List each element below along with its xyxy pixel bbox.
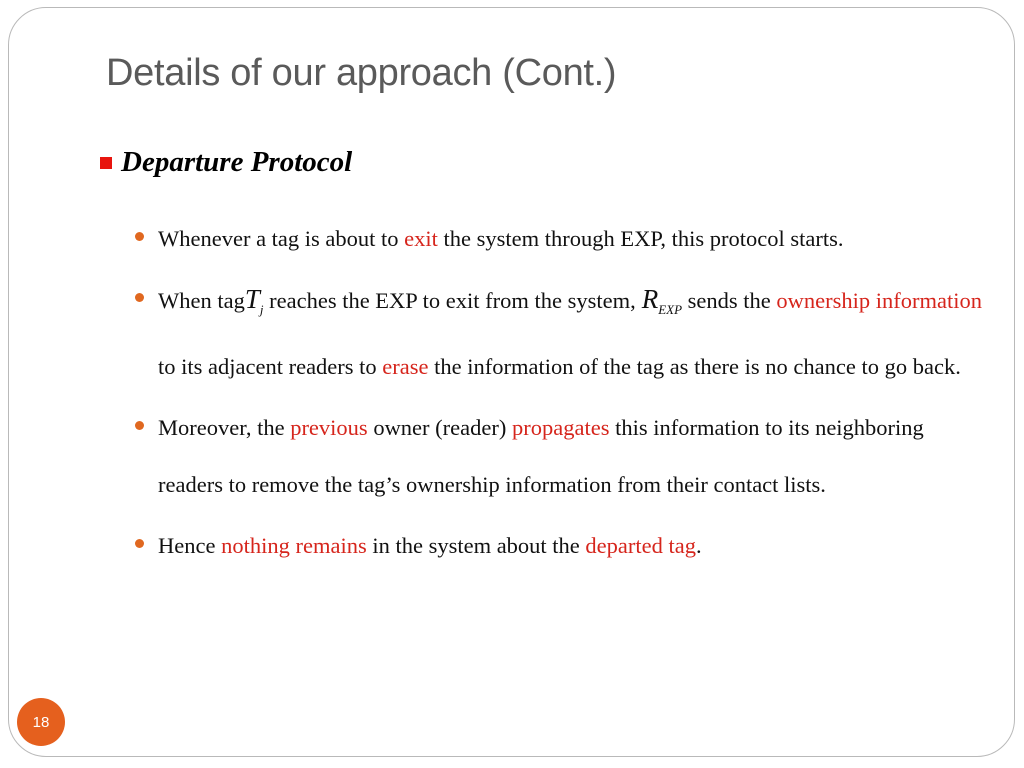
bullet-dot-icon: [135, 539, 144, 548]
math-symbol: R: [641, 284, 659, 314]
bullet-list: [132, 210, 982, 578]
bullet-item-4: [132, 517, 982, 574]
highlight-text: propagates: [511, 415, 610, 440]
slide-title: Details of our approach (Cont.): [106, 52, 617, 94]
math-symbol: T: [244, 284, 260, 314]
bullet-text: Hence: [158, 533, 222, 558]
bullet-text: this information to its neighboring readers to remove the tag’s ownership information from their contact lists.: [158, 415, 924, 497]
bullet-text: .: [696, 533, 702, 558]
highlight-text: nothing remains: [221, 533, 367, 558]
highlight-text: erase: [382, 354, 429, 379]
bullet-item-3: [132, 399, 982, 513]
page-number-badge: [17, 698, 65, 746]
section-heading-text: Departure Protocol: [121, 146, 353, 178]
bullet-dot-icon: [135, 293, 144, 302]
bullet-text: in the system about the: [366, 533, 586, 558]
bullet-text: to its adjacent readers to: [158, 354, 383, 379]
math-reader-symbol: [641, 284, 683, 317]
highlight-text: ownership information: [776, 288, 982, 313]
bullet-text: reaches the EXP to exit from the system,: [263, 288, 636, 313]
bullet-text: When tag: [158, 288, 245, 313]
bullet-text: Moreover, the: [158, 415, 291, 440]
bullet-text: owner (reader): [367, 415, 512, 440]
highlight-text: exit: [404, 226, 438, 251]
section-heading: [100, 146, 352, 179]
math-subscript: j: [259, 302, 264, 317]
math-tag-symbol: [244, 284, 264, 317]
bullet-dot-icon: [135, 232, 144, 241]
bullet-text: the system through EXP, this protocol starts.: [437, 226, 844, 251]
highlight-text: departed tag: [585, 533, 696, 558]
page-number: 18: [32, 713, 50, 731]
bullet-text: Whenever a tag is about to: [158, 226, 405, 251]
highlight-text: previous: [290, 415, 368, 440]
math-subscript: EXP: [658, 302, 683, 317]
bullet-text: sends the: [682, 288, 777, 313]
bullet-text: the information of the tag as there is no chance to go back.: [428, 354, 961, 379]
bullet-dot-icon: [135, 421, 144, 430]
bullet-item-1: [132, 210, 982, 267]
square-bullet-icon: [100, 157, 112, 169]
bullet-item-2: [132, 271, 982, 395]
